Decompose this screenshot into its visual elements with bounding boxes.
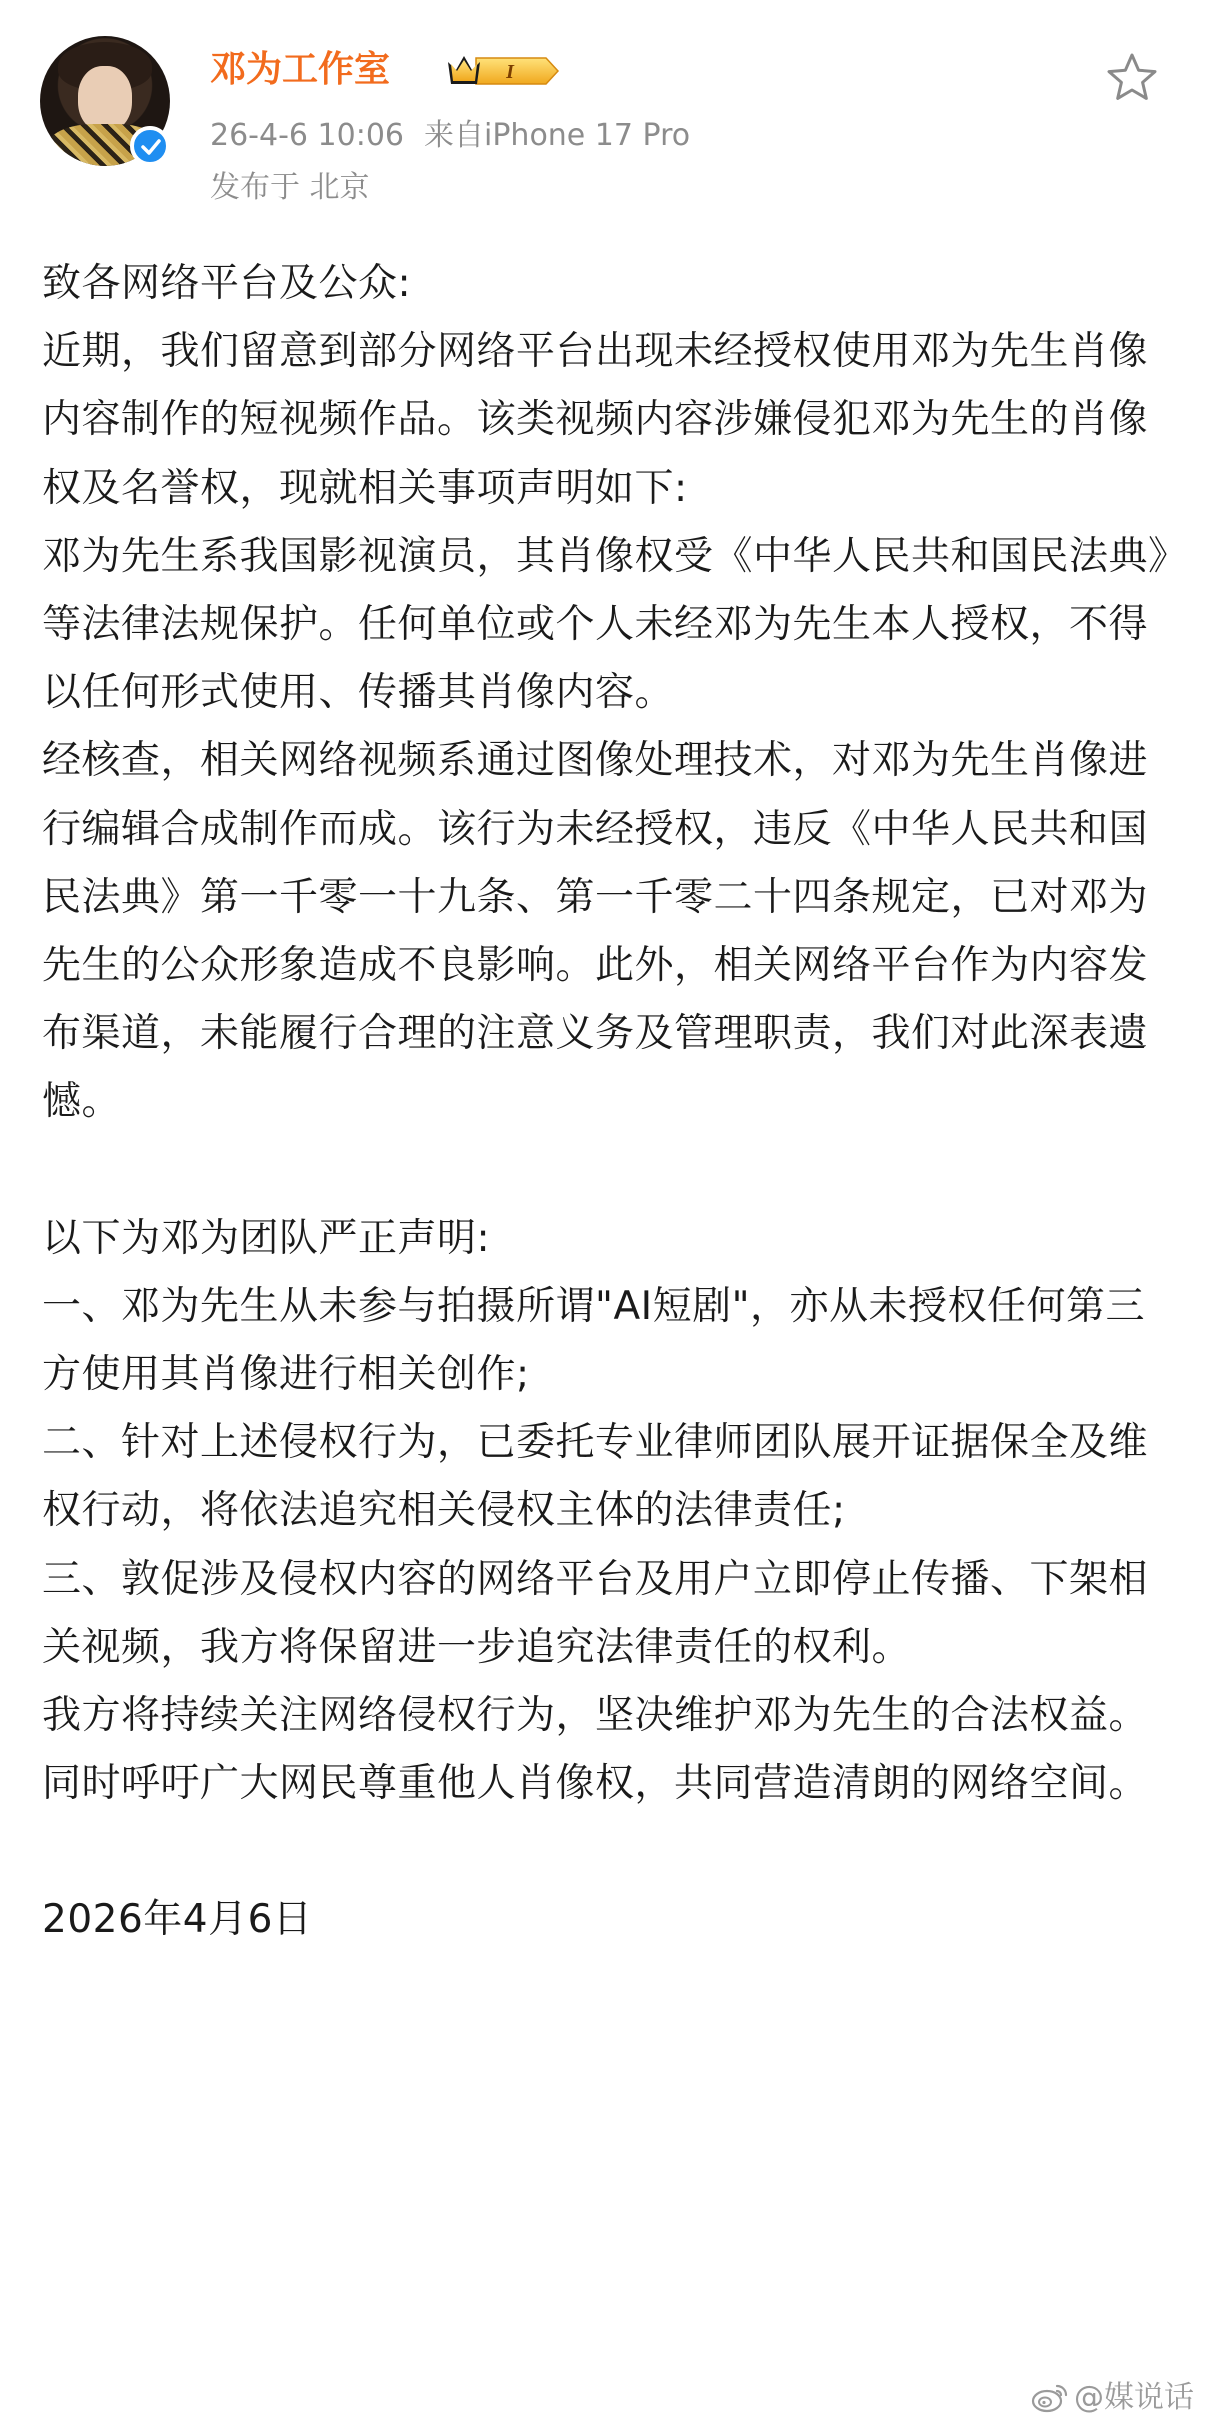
vip-level-label: I [506, 61, 514, 83]
statement-item-2: 二、针对上述侵权行为，已委托专业律师团队展开证据保全及维权行动，将依法追究相关侵权主体的法律责任; [42, 1420, 1149, 1534]
post-body [42, 250, 1182, 1955]
greeting: 致各网络平台及公众: [42, 261, 412, 306]
weibo-logo-icon [1030, 2382, 1070, 2414]
author-name[interactable]: 邓为工作室 [210, 49, 391, 90]
statement-item-3: 三、敦促涉及侵权内容的网络平台及用户立即停止传播、下架相关视频，我方将保留进一步追究法律责任的权利。 [42, 1556, 1149, 1670]
statement-date: 2026年4月6日 [42, 1897, 313, 1943]
closing-paragraph: 我方将持续关注网络侵权行为，坚决维护邓为先生的合法权益。同时呼吁广大网民尊重他人肖像权，共同营造清朗的网络空间。 [42, 1693, 1149, 1807]
spacer [42, 1818, 1182, 1886]
avatar-face [78, 66, 132, 132]
post-location: 发布于 北京 [210, 170, 370, 205]
post-source: 来自iPhone 17 Pro [424, 118, 691, 153]
star-outline-icon[interactable] [1104, 50, 1160, 106]
paragraph-2: 邓为先生系我国影视演员，其肖像权受《中华人民共和国民法典》等法律法规保护。任何单位或个人未经邓为先生本人授权，不得以任何形式使用、传播其肖像内容。 [42, 533, 1169, 716]
post-timestamp: 26-4-6 10:06 [210, 118, 404, 153]
spacer [42, 1137, 1182, 1205]
statement-intro: 以下为邓为团队严正声明: [42, 1215, 491, 1261]
post-meta [210, 116, 710, 156]
verified-check-icon [130, 126, 170, 166]
paragraph-1: 近期，我们留意到部分网络平台出现未经授权使用邓为先生肖像内容制作的短视频作品。该类视频内容涉嫌侵犯邓为先生的肖像权及名誉权，现就相关事项声明如下: [42, 329, 1149, 511]
watermark-text: @媒说话 [1074, 2380, 1194, 2415]
watermark [1030, 2378, 1194, 2418]
crown-vip-badge-icon[interactable] [446, 52, 562, 90]
statement-item-1: 一、邓为先生从未参与拍摄所谓"AI短剧"，亦从未授权任何第三方使用其肖像进行相关创作; [42, 1283, 1146, 1398]
paragraph-3: 经核查，相关网络视频系通过图像处理技术，对邓为先生肖像进行编辑合成制作而成。该行为未经授权，违反《中华人民共和国民法典》第一千零一十九条、第一千零二十四条规定，已对邓为先生的公众形象造成不良影响。此外，相关网络平台作为内容发布渠道，未能履行合理的注意义务及管理职责，我们对此深表遗憾。 [42, 738, 1149, 1125]
post-header [0, 0, 1206, 240]
